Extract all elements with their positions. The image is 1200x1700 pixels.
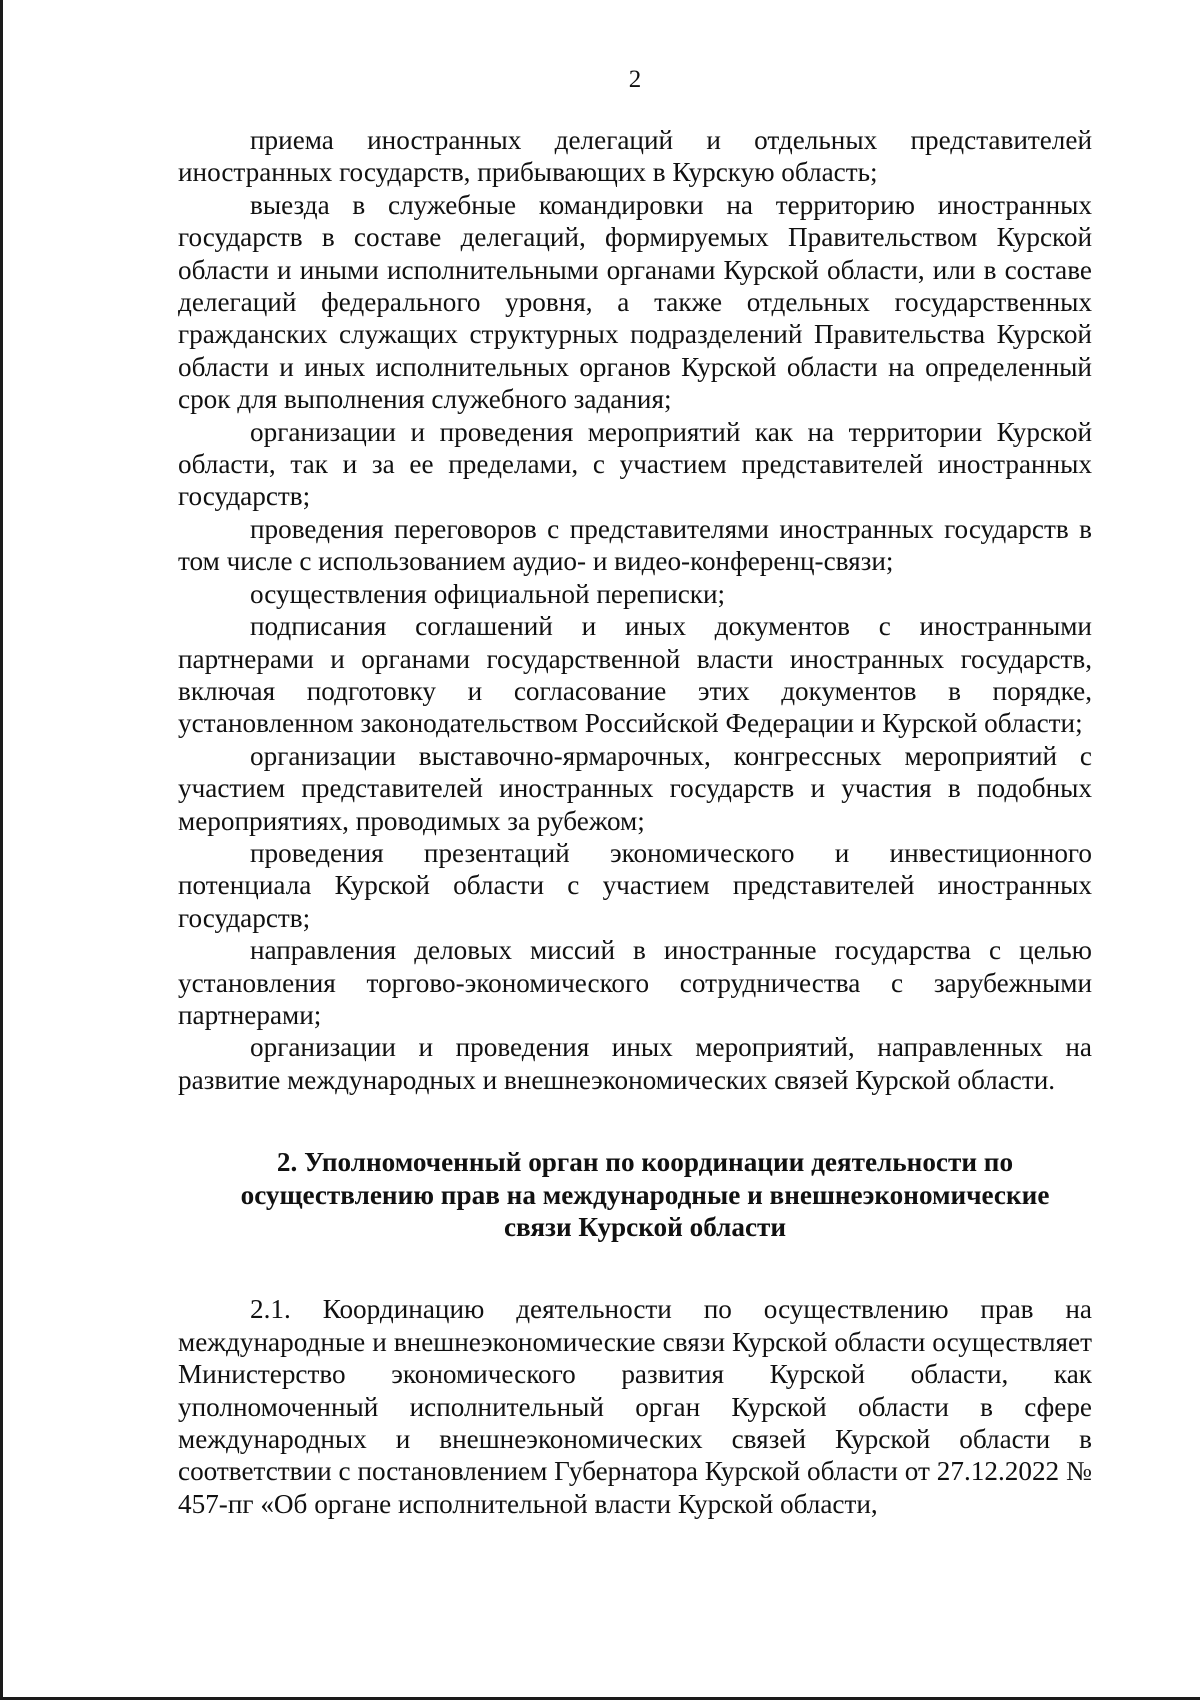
section-paragraph: 2.1. Координацию деятельности по осуществлению прав на международные и внешнеэкономические связи Курской области осуществляет Министерство экономического развития Курской области, как уполномоченный исполнительный орган Курской области в сфере международных и внешнеэкономических связей Курской области в соответствии с постановлением Губернатора Курской области от 27.12.2022 № 457-пг «Об органе исполнительной власти Курской области, [178,1294,1092,1519]
section-heading: 2. Уполномоченный орган по координации деятельности по осуществлению прав на международные и внешнеэкономические связи Курской области [240,1147,1050,1242]
list-item: осуществления официальной переписки; [250,578,726,609]
list-item: приема иностранных делегаций и отдельных представителей иностранных государств, прибывающих в Курскую область; [178,125,1092,188]
page-edge-left [0,0,3,1700]
list-item: организации и проведения иных мероприятий, направленных на развитие международных и внешнеэкономических связей Курской области. [178,1032,1092,1095]
page-number: 2 [628,66,642,93]
list-item: организации и проведения мероприятий как на территории Курской области, так и за ее пределами, с участием представителей иностранных государств; [178,416,1092,512]
list-item: подписания соглашений и иных документов с иностранными партнерами и органами государственной власти иностранных государств, включая подготовку и согласование этих документов в порядке, установленном законодательством Российской Федерации и Курской области; [178,611,1092,739]
list-item: проведения презентаций экономического и инвестиционного потенциала Курской области с участием представителей иностранных государств; [178,837,1092,933]
document-body [178,124,1092,1520]
list-item: проведения переговоров с представителями иностранных государств в том числе с использованием аудио- и видео-конференц-связи; [178,513,1092,577]
list-item: выезда в служебные командировки на территорию иностранных государств в составе делегаций, формируемых Правительством Курской области и иными исполнительными органами Курской области, или в составе делегаций федерального уровня, а также отдельных государственных гражданских служащих структурных подразделений Правительства Курской области и иных исполнительных органов Курской области на определенный срок для выполнения служебного задания; [178,189,1092,415]
list-item: направления деловых миссий в иностранные государства с целью установления торгово-экономического сотрудничества с зарубежными партнерами; [178,935,1092,1030]
list-item: организации выставочно-ярмарочных, конгрессных мероприятий с участием представителей иностранных государств и участия в подобных мероприятиях, проводимых за рубежом; [178,740,1092,836]
